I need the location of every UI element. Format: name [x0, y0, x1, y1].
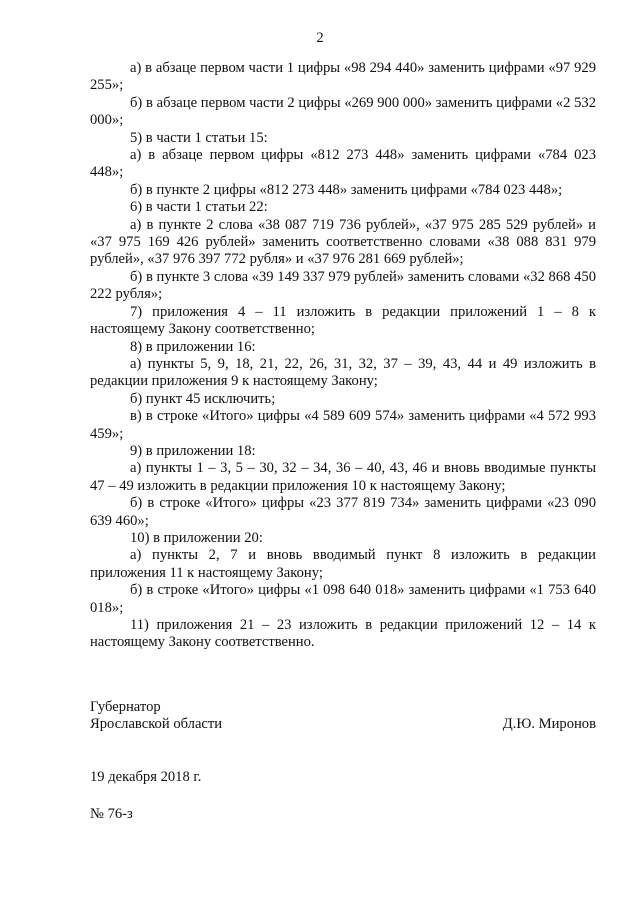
paragraph: а) в пункте 2 слова «38 087 719 736 рублей», «37 975 285 529 рублей» и «37 975 169 426 рублей» заменить соответственно словами «38 088 831 979 рублей», «37 976 397 772 рубля» и «37 976 281 669 рублей»; — [90, 216, 596, 268]
page-number: 2 — [316, 30, 324, 46]
paragraph: б) в абзаце первом части 2 цифры «269 900 000» заменить цифрами «2 532 000»; — [90, 94, 596, 129]
paragraph: 10) в приложении 20: — [130, 529, 263, 546]
paragraph: б) пункт 45 исключить; — [130, 390, 276, 407]
signatory-name: Д.Ю. Миронов — [502, 716, 596, 732]
signatory-title-line: Ярославской области — [90, 716, 223, 733]
document-body — [90, 60, 596, 652]
paragraph: 7) приложения 4 – 11 изложить в редакции приложений 1 – 8 к настоящему Закону соответственно; — [90, 303, 596, 338]
paragraph: а) в абзаце первом цифры «812 273 448» заменить цифрами «784 023 448»; — [90, 147, 596, 181]
law-number: № 76-з — [90, 806, 133, 822]
signatory-title-line: Губернатор — [90, 699, 161, 715]
paragraph: в) в строке «Итого» цифры «4 589 609 574» заменить цифрами «4 572 993 459»; — [90, 408, 596, 442]
paragraph: 9) в приложении 18: — [130, 442, 256, 459]
paragraph: 6) в части 1 статьи 22: — [130, 199, 268, 216]
signatory-title — [90, 699, 222, 734]
paragraph: б) в пункте 2 цифры «812 273 448» заменить цифрами «784 023 448»; — [130, 181, 563, 198]
paragraph: а) пункты 2, 7 и вновь вводимый пункт 8 изложить в редакции приложения 11 к настоящему Закону; — [90, 547, 596, 581]
paragraph: б) в строке «Итого» цифры «23 377 819 734» заменить цифрами «23 090 639 460»; — [90, 495, 596, 529]
paragraph: 8) в приложении 16: — [130, 338, 256, 355]
paragraph: а) пункты 5, 9, 18, 21, 22, 26, 31, 32, 37 – 39, 43, 44 и 49 изложить в редакции приложения 9 к настоящему Закону; — [90, 355, 596, 390]
paragraph: б) в строке «Итого» цифры «1 098 640 018» заменить цифрами «1 753 640 018»; — [90, 582, 596, 616]
paragraph: б) в пункте 3 слова «39 149 337 979 рублей» заменить словами «32 868 450 222 рубля»; — [90, 268, 596, 303]
paragraph: а) в абзаце первом части 1 цифры «98 294 440» заменить цифрами «97 929 255»; — [90, 60, 596, 94]
paragraph: а) пункты 1 – 3, 5 – 30, 32 – 34, 36 – 40, 43, 46 и вновь вводимые пункты 47 – 49 изложить в редакции приложения 10 к настоящему Закону; — [90, 460, 596, 494]
paragraph: 11) приложения 21 – 23 изложить в редакции приложений 12 – 14 к настоящему Закону соответственно. — [90, 617, 596, 651]
paragraph: 5) в части 1 статьи 15: — [130, 129, 268, 146]
document-date: 19 декабря 2018 г. — [90, 769, 202, 785]
